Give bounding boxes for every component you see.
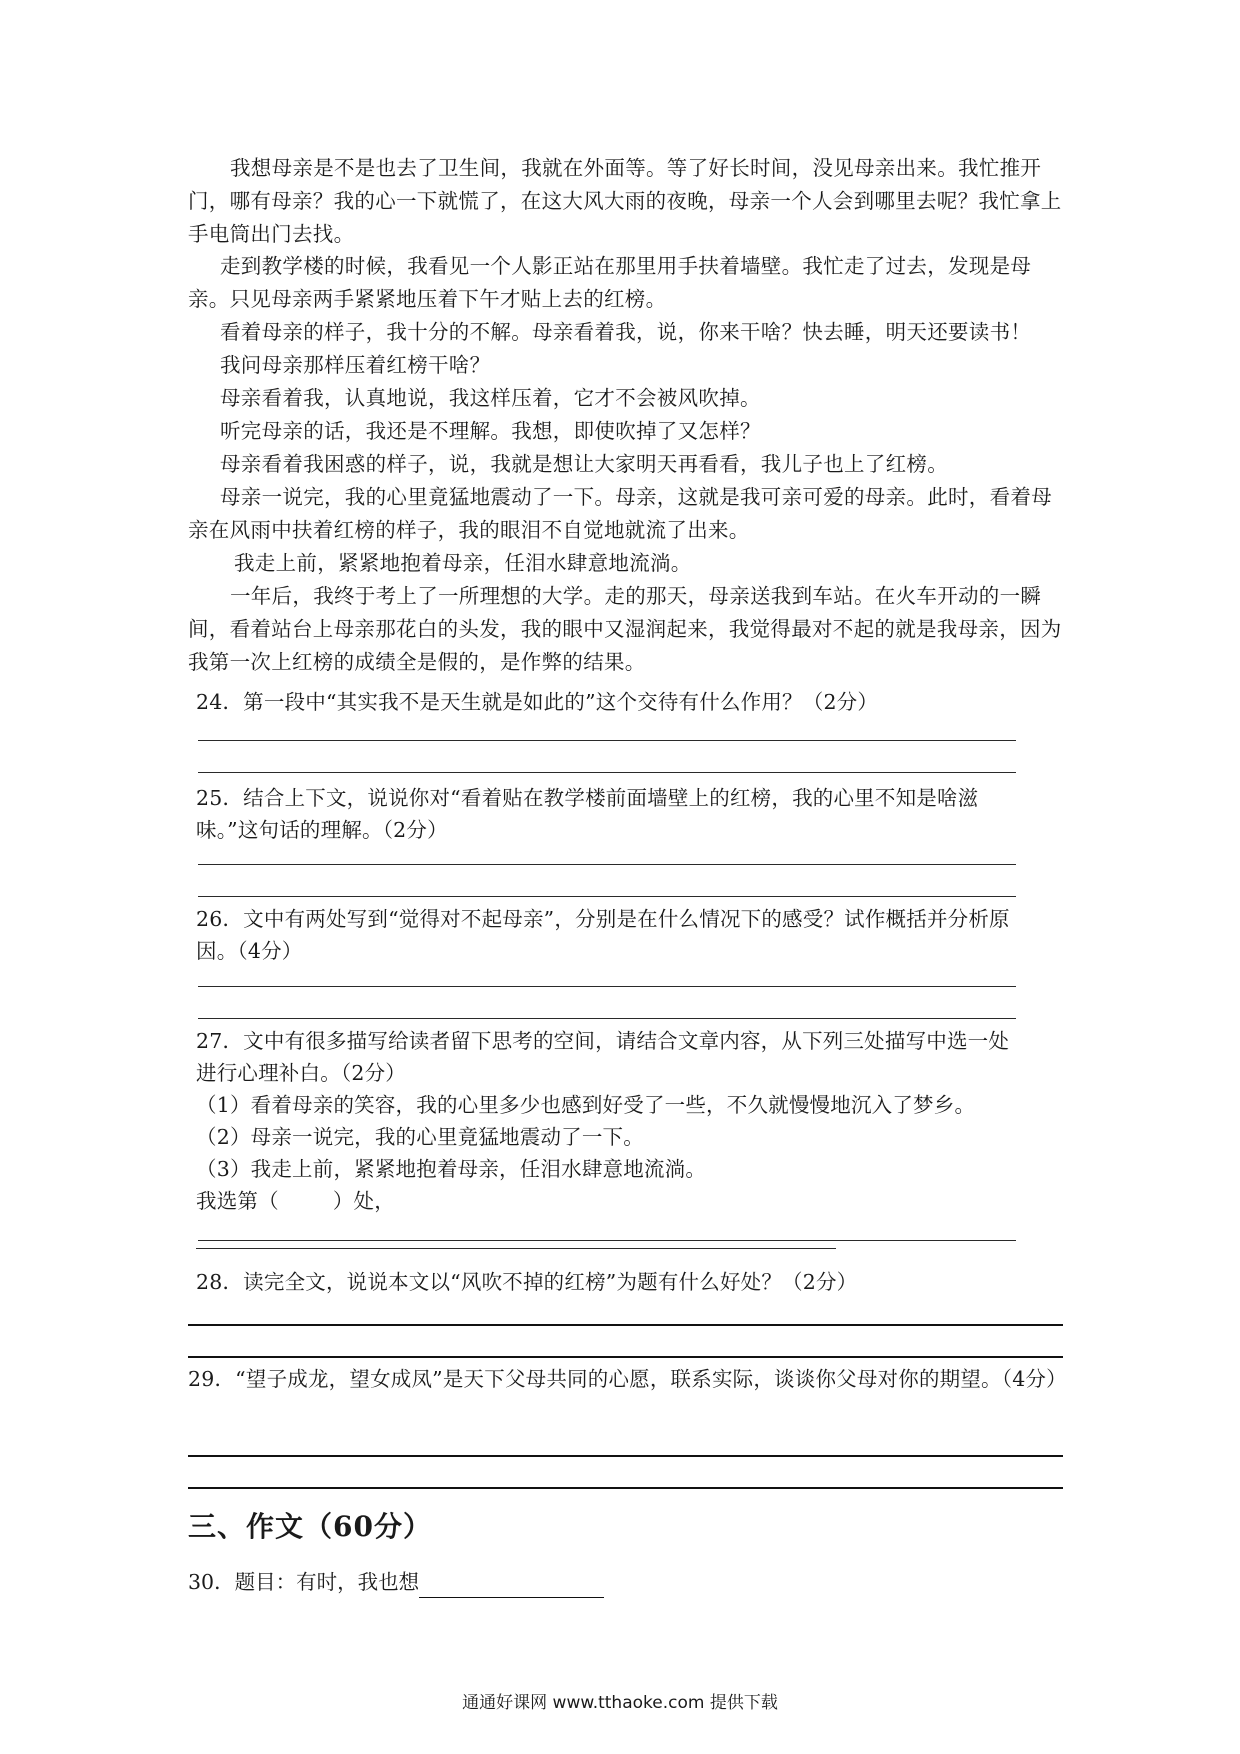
question-30 [188, 1566, 604, 1598]
passage-paragraph-7: 母亲看着我困惑的样子，说，我就是想让大家明天再看看，我儿子也上了红榜。 [220, 452, 948, 476]
question-29: 29．“望子成龙，望女成凤”是天下父母共同的心愿，联系实际，谈谈你父母对你的期望。（4分） [188, 1367, 1067, 1391]
question-27-option-2: （2）母亲一说完，我的心里竟猛地震动了一下。 [196, 1125, 644, 1149]
passage-paragraph-1: 我想母亲是不是也去了卫生间，我就在外面等。等了好长时间，没见母亲出来。我忙推开门，哪有母亲？我的心一下就慌了，在这大风大雨的夜晚，母亲一个人会到哪里去呢？我忙拿上手电筒出门去找。 [188, 156, 1062, 246]
passage-paragraph-10: 一年后，我终于考上了一所理想的大学。走的那天，母亲送我到车站。在火车开动的一瞬间，看着站台上母亲那花白的头发，我的眼中又湿润起来，我觉得最对不起的就是我母亲，因为我第一次上红榜的成绩全是假的，是作弊的结果。 [188, 584, 1062, 674]
passage-paragraph-4: 我问母亲那样压着红榜干啥？ [220, 353, 491, 377]
answer-line[interactable] [196, 1226, 836, 1249]
question-24: 24．第一段中“其实我不是天生就是如此的”这个交待有什么作用？（2分） [196, 690, 879, 714]
answer-line[interactable] [198, 1018, 1016, 1019]
choice-prefix: 我选第（ [196, 1189, 279, 1213]
section-heading: 三、作文（60分） [188, 1510, 432, 1543]
choice-suffix: ）处， [332, 1189, 395, 1213]
answer-line[interactable] [188, 1455, 1063, 1457]
answer-line[interactable] [188, 1324, 1063, 1326]
passage-paragraph-5: 母亲看着我，认真地说，我这样压着，它才不会被风吹掉。 [220, 386, 761, 410]
question-30-text: 30．题目：有时，我也想 [188, 1570, 420, 1594]
question-27: 27．文中有很多描写给读者留下思考的空间，请结合文章内容，从下列三处描写中选一处进行心理补白。（2分） [196, 1029, 1010, 1085]
passage-paragraph-6: 听完母亲的话，我还是不理解。我想，即使吹掉了又怎样？ [220, 419, 761, 443]
passage-paragraph-9: 我走上前，紧紧地抱着母亲，任泪水肆意地流淌。 [234, 551, 692, 575]
footer: 通通好课网 www.tthaoke.com 提供下载 [462, 1693, 778, 1713]
question-27-option-1: （1）看着母亲的笑容，我的心里多少也感到好受了一些，不久就慢慢地沉入了梦乡。 [196, 1093, 976, 1117]
question-27-option-3: （3）我走上前，紧紧地抱着母亲，任泪水肆意地流淌。 [196, 1157, 707, 1181]
answer-line[interactable] [198, 772, 1016, 773]
passage-paragraph-2: 走到教学楼的时候，我看见一个人影正站在那里用手扶着墙壁。我忙走了过去，发现是母亲。只见母亲两手紧紧地压着下午才贴上去的红榜。 [188, 254, 1032, 311]
answer-line[interactable] [198, 864, 1016, 865]
question-28: 28．读完全文，说说本文以“风吹不掉的红榜”为题有什么好处？（2分） [196, 1270, 858, 1294]
answer-line[interactable] [188, 1487, 1063, 1489]
question-25: 25．结合上下文，说说你对“看着贴在教学楼前面墙壁上的红榜，我的心里不知是啥滋味。”这句话的理解。（2分） [196, 786, 979, 842]
answer-line[interactable] [198, 896, 1016, 897]
title-blank[interactable] [419, 1573, 604, 1598]
question-26: 26．文中有两处写到“觉得对不起母亲”，分别是在什么情况下的感受？试作概括并分析原因。（4分） [196, 907, 1010, 963]
answer-line[interactable] [188, 1356, 1063, 1358]
passage-paragraph-8: 母亲一说完，我的心里竟猛地震动了一下。母亲，这就是我可亲可爱的母亲。此时，看着母亲在风雨中扶着红榜的样子，我的眼泪不自觉地就流了出来。 [188, 485, 1052, 542]
answer-line[interactable] [198, 740, 1016, 741]
answer-line[interactable] [198, 986, 1016, 987]
answer-line[interactable] [198, 1240, 1016, 1241]
passage-paragraph-3: 看着母亲的样子，我十分的不解。母亲看着我，说，你来干啥？快去睡，明天还要读书！ [220, 320, 1032, 344]
